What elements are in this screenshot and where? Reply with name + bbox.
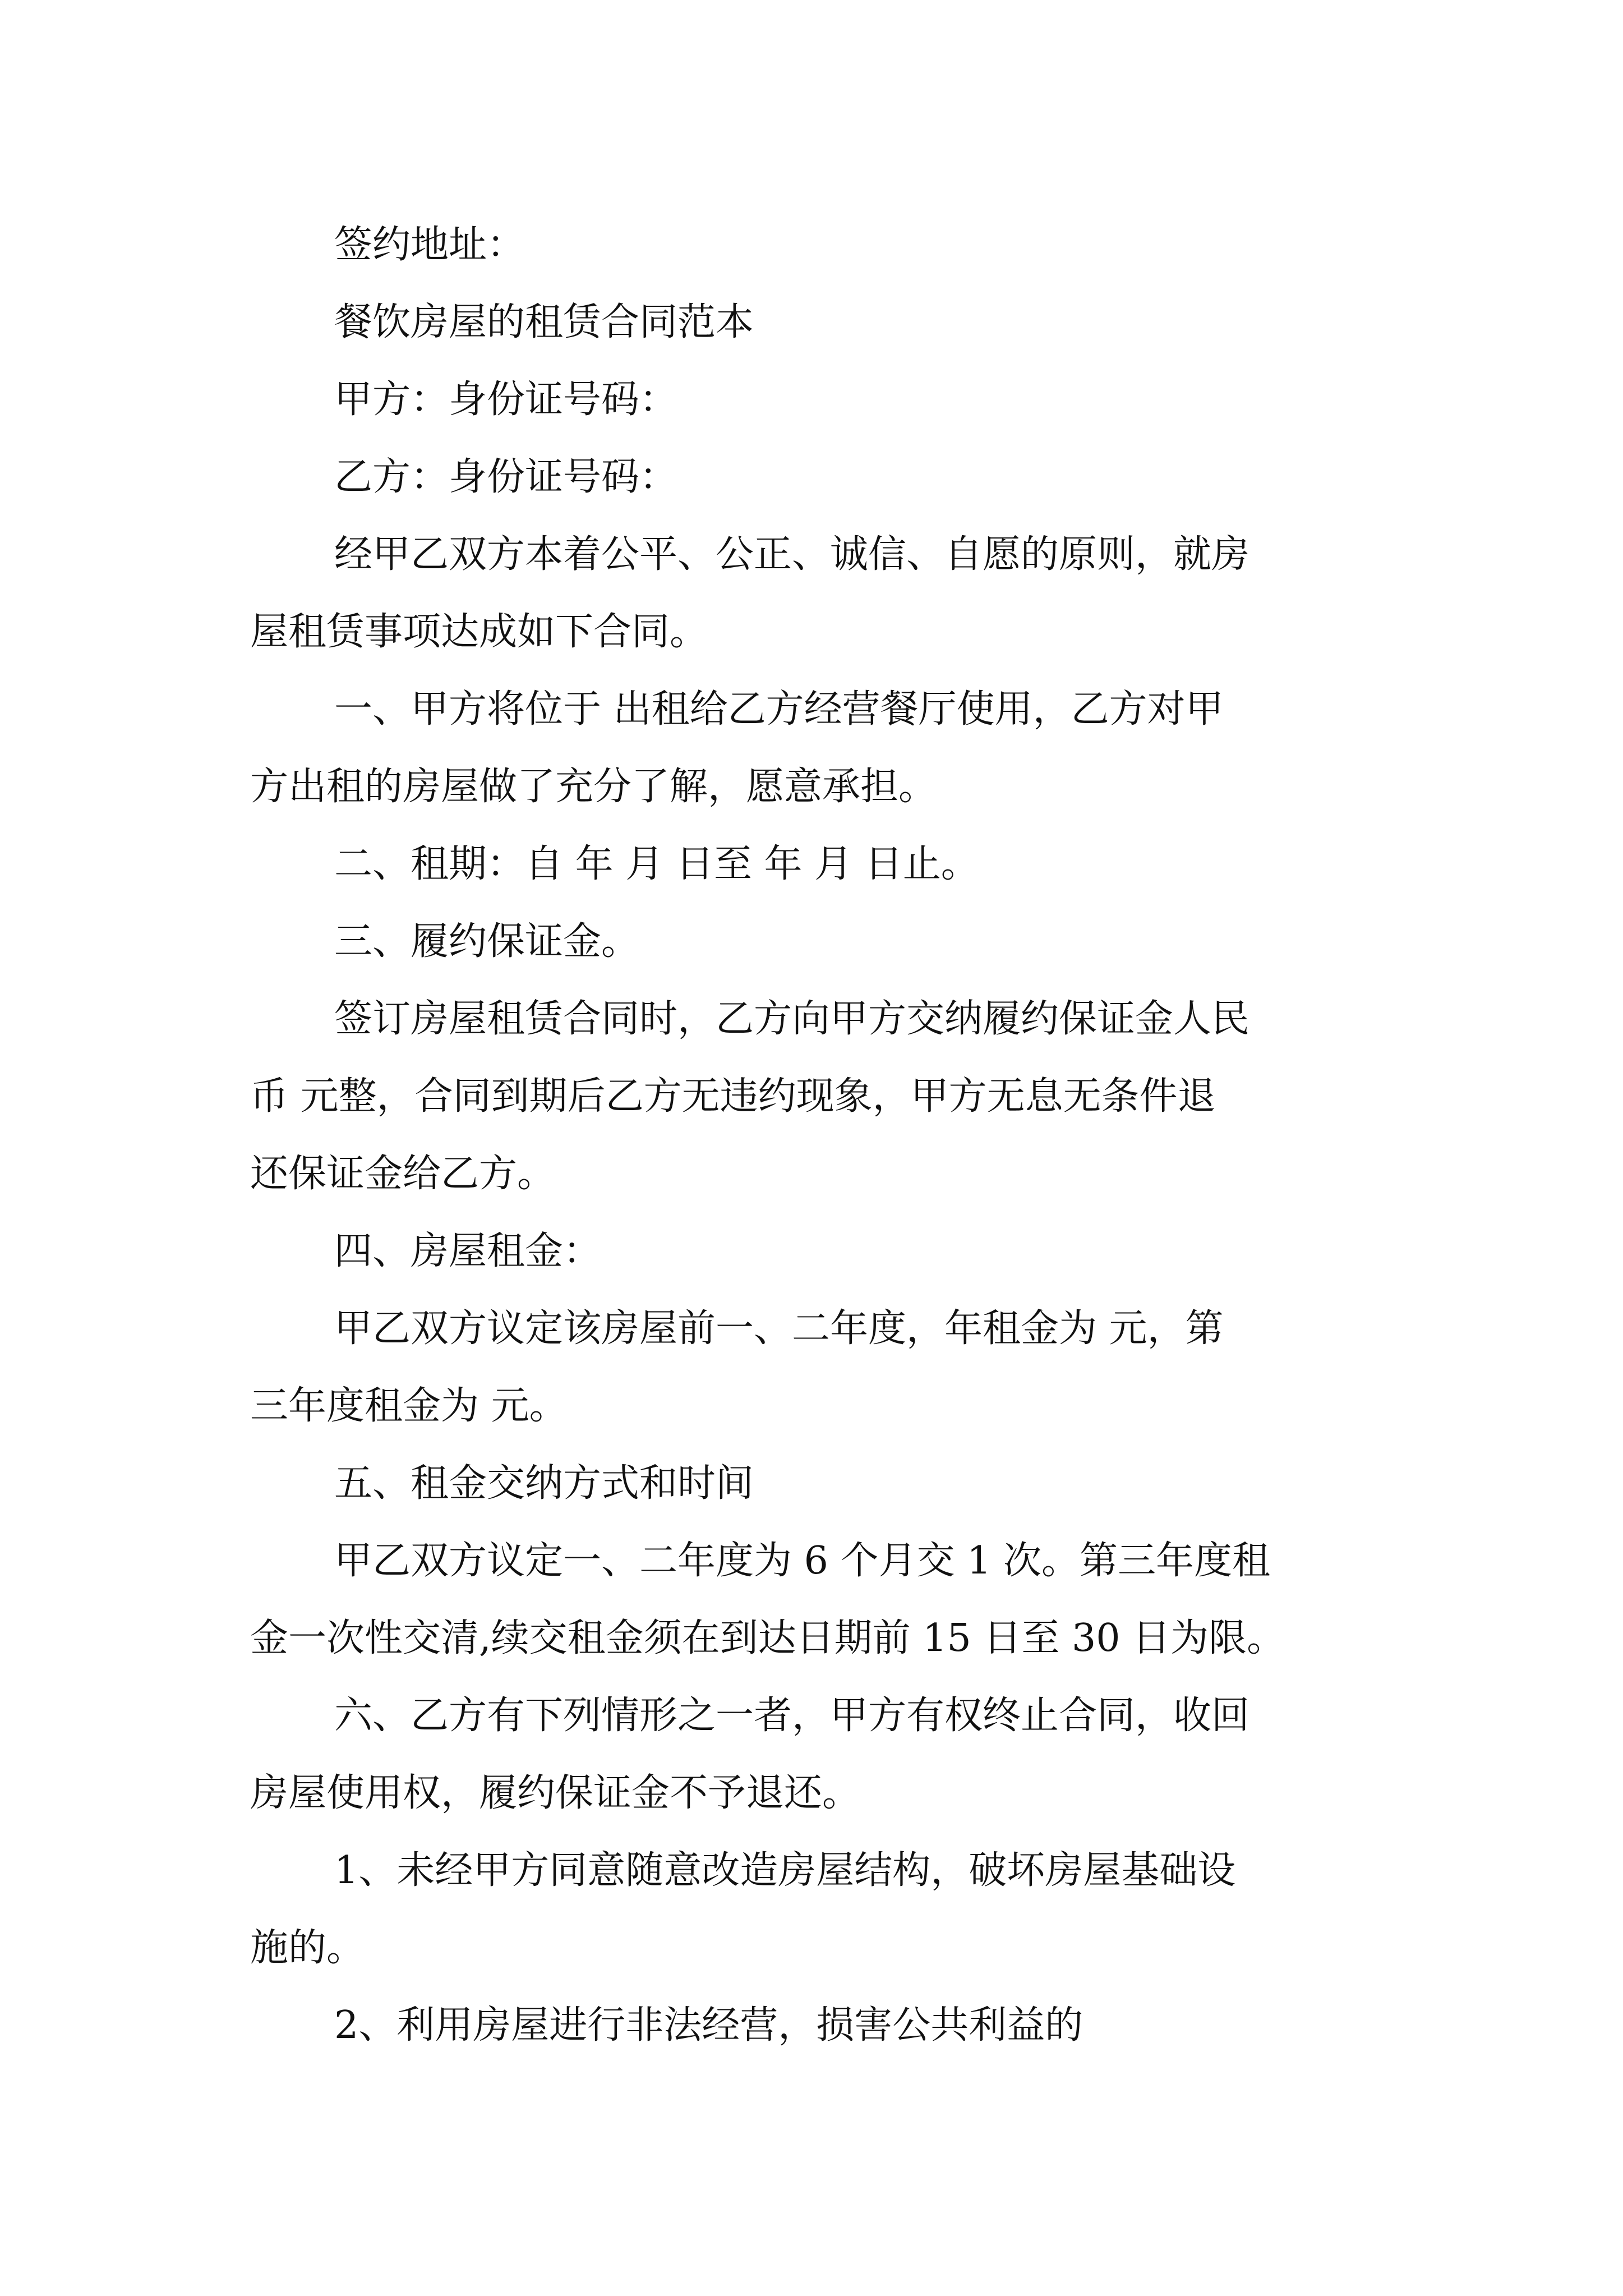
clause-6-line-2: 房屋使用权，履约保证金不予退还。	[250, 1771, 861, 1815]
clause-5-line-1: 甲乙双方议定一、二年度为 6 个月交 1 次。第三年度租	[334, 1539, 1270, 1583]
clause-6-line-1: 六、乙方有下列情形之一者，甲方有权终止合同，收回	[334, 1694, 1250, 1738]
clause-4-line-1: 甲乙双方议定该房屋前一、二年度，年租金为 元，第	[334, 1306, 1224, 1351]
clause-6-item-1-line-1: 1、未经甲方同意随意改造房屋结构，破坏房屋基础设	[334, 1848, 1236, 1893]
clause-5-line-2: 金一次性交清,续交租金须在到达日期前 15 日至 30 日为限。	[250, 1616, 1285, 1660]
clause-1-line-2: 方出租的房屋做了充分了解，愿意承担。	[250, 765, 937, 809]
preamble-line-2: 屋租赁事项达成如下合同。	[250, 610, 708, 654]
clause-5-heading: 五、租金交纳方式和时间	[334, 1461, 754, 1506]
clause-3-line-3: 还保证金给乙方。	[250, 1152, 556, 1196]
party-a-line: 甲方：身份证号码：	[334, 378, 678, 422]
contract-text	[250, 206, 1394, 2064]
signing-address-line: 签约地址：	[334, 223, 525, 267]
document-title: 餐饮房屋的租赁合同范本	[334, 300, 754, 344]
clause-6-item-1-line-2: 施的。	[250, 1926, 365, 1970]
clause-4-line-2: 三年度租金为 元。	[250, 1384, 568, 1428]
clause-4-heading: 四、房屋租金：	[334, 1229, 602, 1273]
clause-1-line-1: 一、甲方将位于 出租给乙方经营餐厅使用，乙方对甲	[334, 687, 1224, 731]
clause-3-line-2: 币 元整，合同到期后乙方无违约现象，甲方无息无条件退	[250, 1074, 1216, 1119]
clause-3-line-1: 签订房屋租赁合同时，乙方向甲方交纳履约保证金人民	[334, 997, 1250, 1041]
clause-6-item-2-line: 2、利用房屋进行非法经营，损害公共利益的	[334, 2003, 1083, 2047]
preamble-line-1: 经甲乙双方本着公平、公正、诚信、自愿的原则，就房	[334, 532, 1250, 577]
clause-2-line: 二、租期：自 年 月 日至 年 月 日止。	[334, 842, 979, 886]
party-b-line: 乙方：身份证号码：	[334, 455, 678, 499]
clause-3-heading: 三、履约保证金。	[334, 919, 640, 964]
